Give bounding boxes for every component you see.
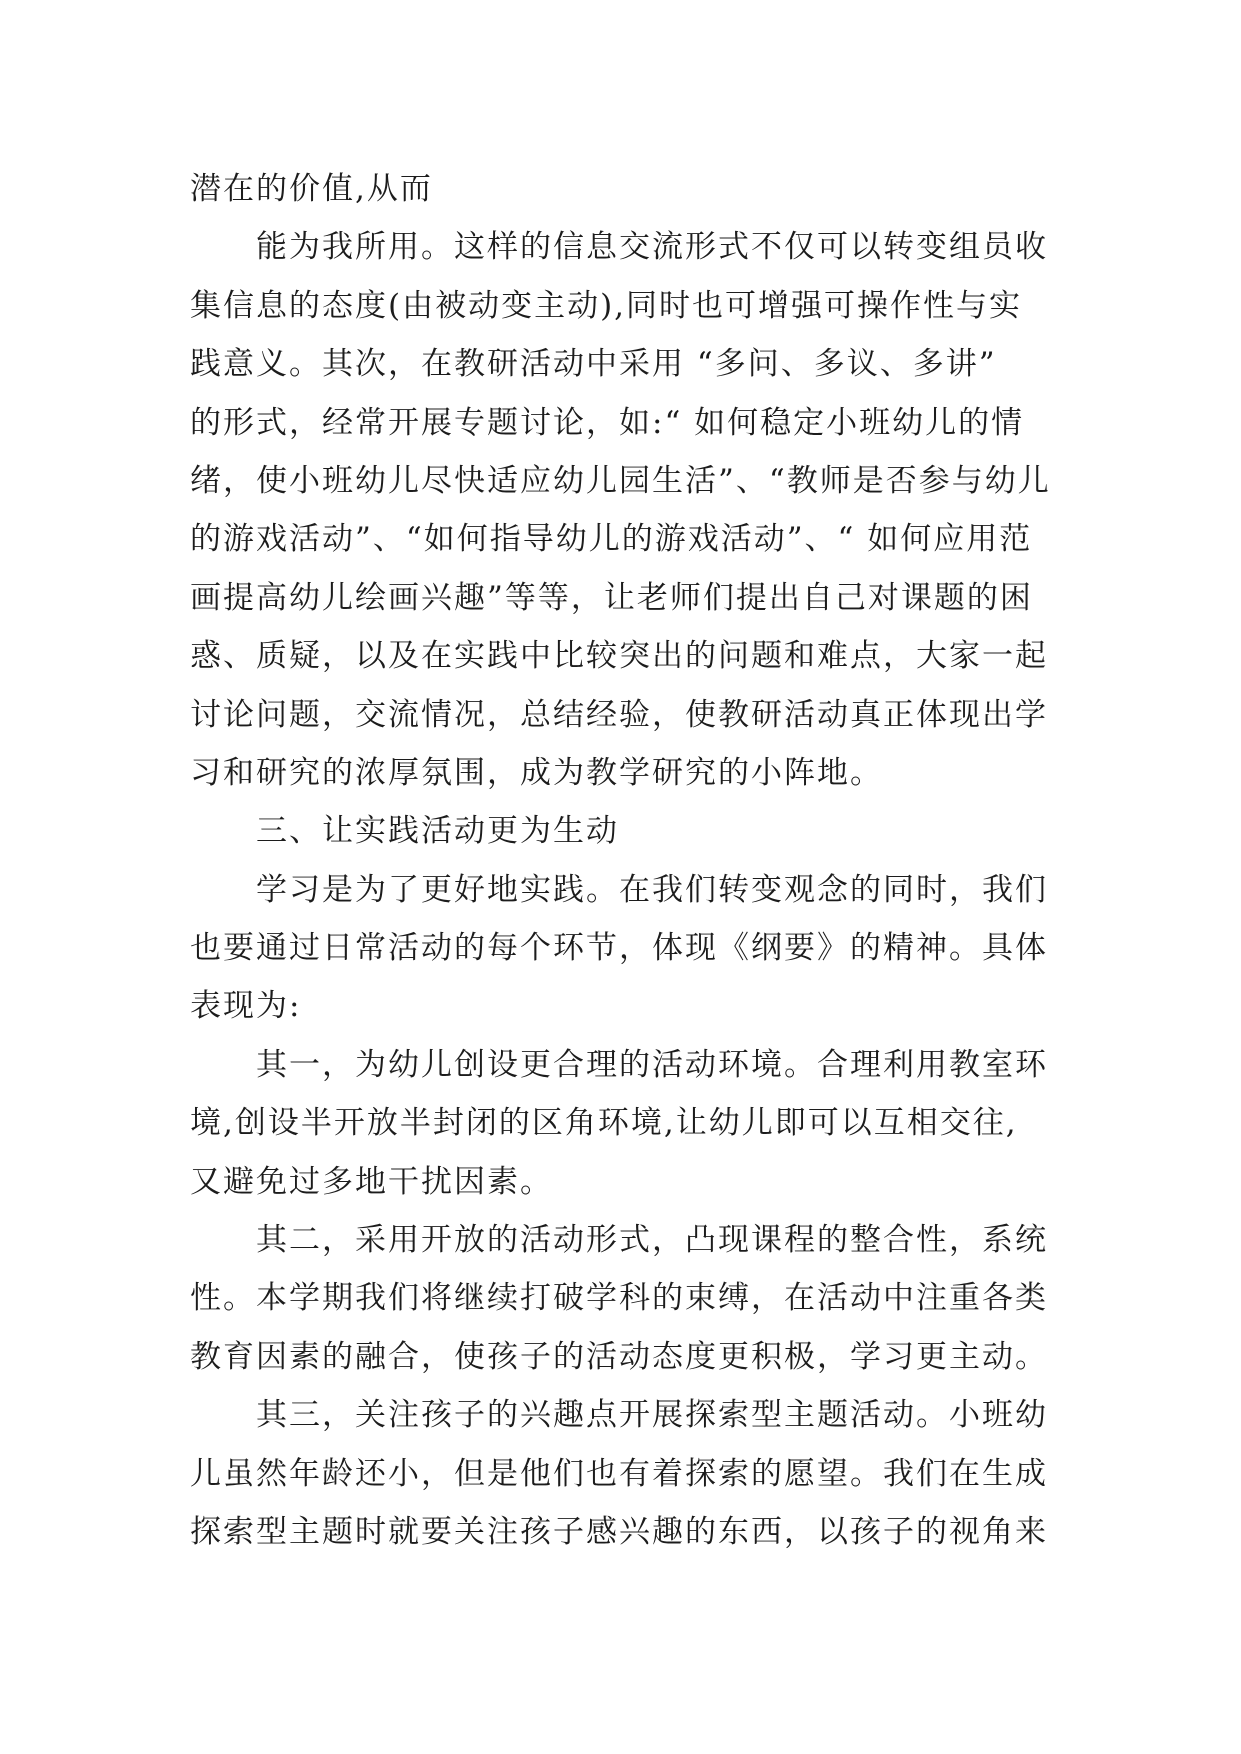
text-line: 儿虽然年龄还小，但是他们也有着探索的愿望。我们在生成 [190, 1455, 1048, 1492]
text-line: 三、让实践活动更为生动 [256, 813, 619, 850]
text-line: 画提高幼儿绘画兴趣”等等，让老师们提出自己对课题的困 [190, 579, 1033, 616]
text-line: 绪，使小班幼儿尽快适应幼儿园生活”、“教师是否参与幼儿 [190, 462, 1051, 499]
text-line: 其二，采用开放的活动形式，凸现课程的整合性，系统 [256, 1222, 1048, 1259]
text-line: 践意义。其次，在教研活动中采用 “多问、多议、多讲” [190, 346, 997, 383]
text-line: 潜在的价值,从而 [190, 171, 433, 207]
text-line: 探索型主题时就要关注孩子感兴趣的东西，以孩子的视角来 [190, 1513, 1048, 1550]
text-line: 性。本学期我们将继续打破学科的束缚，在活动中注重各类 [190, 1280, 1048, 1317]
text-line: 惑、质疑，以及在实践中比较突出的问题和难点，大家一起 [190, 638, 1048, 675]
text-line: 其一，为幼儿创设更合理的活动环境。合理利用教室环 [256, 1046, 1048, 1083]
text-line: 学习是为了更好地实践。在我们转变观念的同时，我们 [256, 871, 1048, 908]
text-line: 习和研究的浓厚氛围，成为教学研究的小阵地。 [190, 754, 883, 791]
text-line: 集信息的态度(由被动变主动),同时也可增强可操作性与实 [190, 287, 1023, 324]
text-line: 的游戏活动”、“如何指导幼儿的游戏活动”、“ 如何应用范 [190, 521, 1033, 558]
text-line: 讨论问题，交流情况，总结经验，使教研活动真正体现出学 [190, 696, 1048, 733]
text-line: 教育因素的融合，使孩子的活动态度更积极，学习更主动。 [190, 1338, 1048, 1375]
text-line: 的形式，经常开展专题讨论，如:“ 如何稳定小班幼儿的情 [190, 404, 1025, 441]
text-line: 境,创设半开放半封闭的区角环境,让幼儿即可以互相交往, [190, 1105, 1018, 1142]
text-line: 表现为: [190, 988, 302, 1025]
text-line: 其三，关注孩子的兴趣点开展探索型主题活动。小班幼 [256, 1397, 1048, 1434]
document-body [190, 160, 1070, 1561]
text-line: 也要通过日常活动的每个环节，体现《纲要》的精神。具体 [190, 930, 1048, 967]
text-line: 又避免过多地干扰因素。 [190, 1163, 553, 1200]
text-line: 能为我所用。这样的信息交流形式不仅可以转变组员收 [256, 229, 1048, 266]
